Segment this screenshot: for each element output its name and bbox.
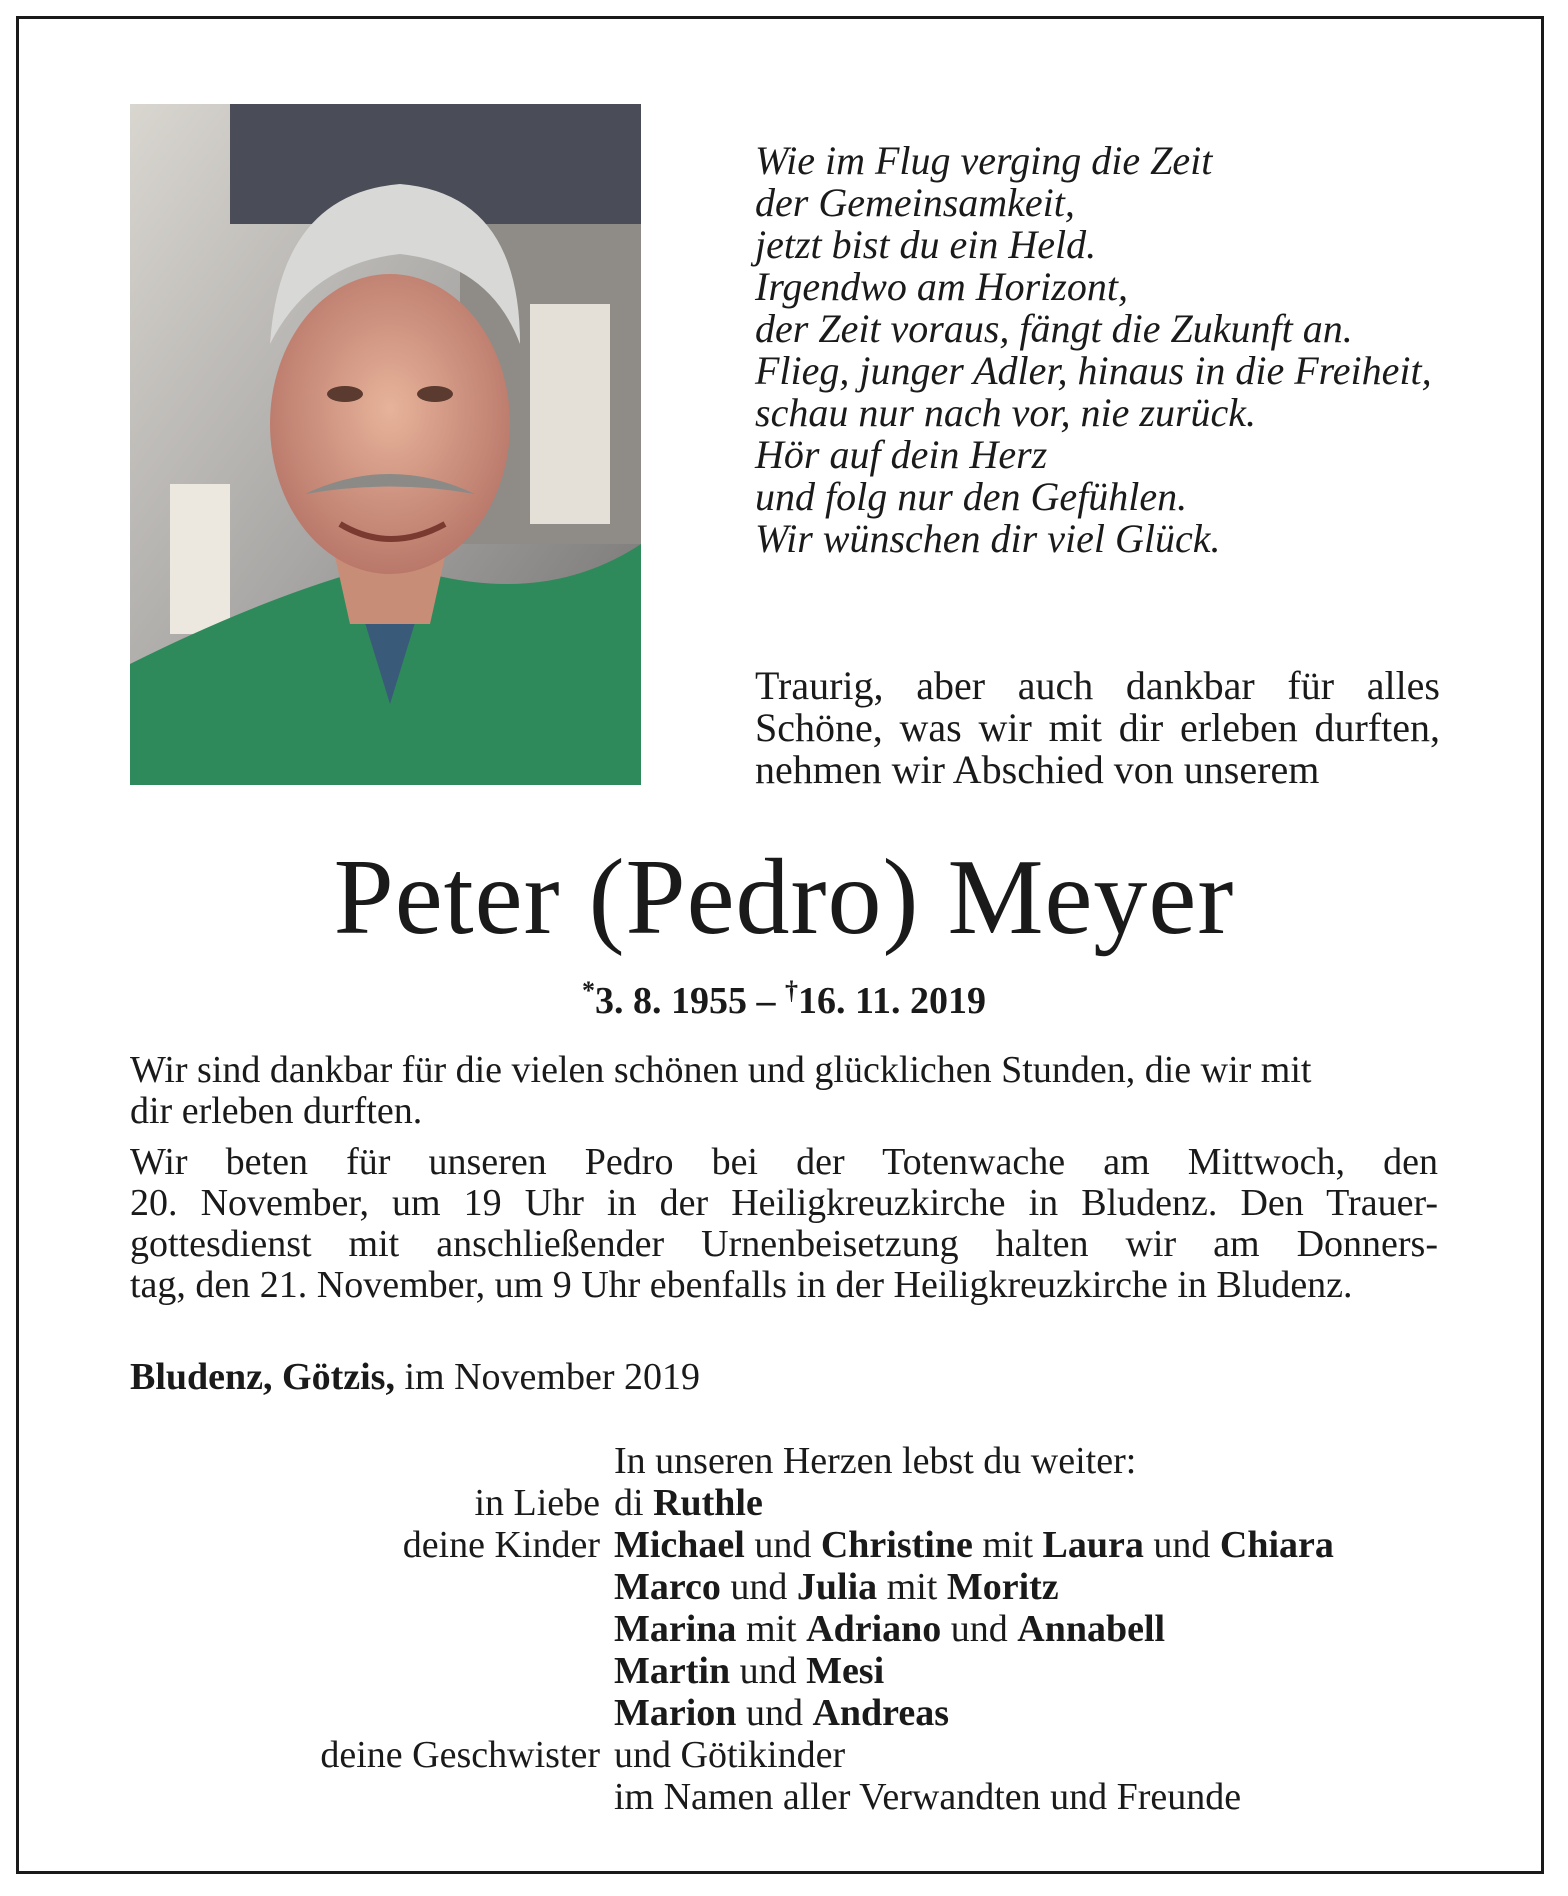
mourner-name: Moritz [946,1566,1059,1608]
birth-date: 3. 8. 1955 [595,980,748,1022]
poem-line: jetzt bist du ein Held. [755,222,1097,267]
mourner-connector: di [614,1482,654,1524]
intro-text [755,665,1440,791]
mourner-relation: in Liebe [474,1482,600,1524]
mourner-name: Christine [820,1524,973,1566]
mourner-name: Michael [614,1524,745,1566]
mourner-name: Marco [614,1566,721,1608]
mourner-relation [130,1692,614,1734]
mourner-name: Marion [614,1692,737,1734]
announcement-text [130,1050,1438,1316]
poem-line: Wir wünschen dir viel Glück. [755,516,1221,561]
mourner-names [614,1692,1450,1734]
mourner-connector: mit [736,1608,807,1650]
mourners-list [130,1440,1450,1818]
paragraph-line: tag, den 21. November, um 9 Uhr ebenfalls in der Heiligkreuzkirche in Bludenz. [130,1264,1353,1306]
mourner-relation [130,1608,614,1650]
mourner-names [614,1650,1450,1692]
mourner-name: Andreas [812,1692,949,1734]
life-dates [0,968,1568,1024]
paragraph-line: gottesdienst mit anschließender Urnenbeisetzung halten wir am Donners- [130,1223,1438,1265]
paragraph-line: 20. November, um 19 Uhr in der Heiligkreuzkirche in Bludenz. Den Trauer- [130,1182,1438,1224]
poem-line: Flieg, junger Adler, hinaus in die Freiheit, [755,348,1432,393]
mourner-row [130,1650,1450,1692]
mourner-names [614,1734,1450,1776]
mourner-names [614,1776,1450,1818]
mourner-row [130,1776,1450,1818]
mourner-name: Adriano [806,1608,942,1650]
mourner-row [130,1482,1450,1524]
place-date [130,1356,1130,1398]
mourner-relation [130,1566,614,1608]
mourner-row [130,1566,1450,1608]
service-paragraph [130,1142,1438,1306]
poem-line: Irgendwo am Horizont, [755,264,1128,309]
intro-line: nehmen wir Abschied von unserem [755,747,1320,792]
mourner-row [130,1524,1450,1566]
paragraph-line: Wir sind dankbar für die vielen schönen und glücklichen Stunden, die wir mit [130,1049,1312,1091]
paragraph-line: dir erleben durften. [130,1090,423,1132]
intro-line: Schöne, was wir mit dir erleben durften, [755,705,1440,750]
mourner-name: Mesi [806,1650,885,1692]
gratitude-paragraph [130,1050,1438,1132]
mourner-name: Marina [614,1608,737,1650]
place-date-text: im November 2019 [404,1356,700,1398]
mourner-connector: und [1143,1524,1220,1566]
mourner-relation: deine Geschwister [320,1734,600,1776]
mourner-name: Martin [614,1650,731,1692]
mourner-names [614,1608,1450,1650]
mourner-name: Ruthle [653,1482,763,1524]
mourner-rows [130,1482,1450,1818]
mourner-name: Annabell [1017,1608,1166,1650]
mourners-heading: In unseren Herzen lebst du weiter: [614,1440,1137,1482]
mourner-row [130,1608,1450,1650]
mourner-connector: mit [877,1566,947,1608]
mourner-connector: und [744,1524,821,1566]
place-locations: Bludenz, Götzis, [130,1356,395,1398]
intro-line: Traurig, aber auch dankbar für alles [755,663,1440,708]
poem-line: der Gemeinsamkeit, [755,180,1075,225]
mourner-names [614,1566,1450,1608]
mourner-name: Julia [796,1566,878,1608]
mourner-connector: im Namen aller Verwandten und Freunde [614,1776,1242,1818]
mourner-names [614,1482,1450,1524]
mourner-relation [130,1650,614,1692]
poem-line: der Zeit voraus, fängt die Zukunft an. [755,306,1353,351]
paragraph-line: Wir beten für unseren Pedro bei der Totenwache am Mittwoch, den [130,1141,1438,1183]
mourner-connector: und Götikinder [614,1734,846,1776]
mourner-row [130,1692,1450,1734]
death-date: 16. 11. 2019 [798,980,986,1022]
death-symbol: † [785,976,799,1005]
mourner-connector: und [736,1692,813,1734]
mourner-row [130,1734,1450,1776]
poem-line: schau nur nach vor, nie zurück. [755,390,1257,435]
date-separator: – [747,980,786,1022]
poem-line: Wie im Flug verging die Zeit [755,138,1213,183]
mourners-heading-row [130,1440,1450,1482]
mourner-names [614,1524,1450,1566]
mourner-connector: mit [972,1524,1043,1566]
mourner-connector: und [730,1650,807,1692]
mourner-relation: deine Kinder [402,1524,600,1566]
poem-line: und folg nur den Gefühlen. [755,474,1188,519]
mourner-connector: und [720,1566,797,1608]
mourner-name: Chiara [1219,1524,1334,1566]
mourner-name: Laura [1042,1524,1144,1566]
mourner-relation [130,1776,614,1818]
deceased-name: Peter (Pedro) Meyer [333,838,1235,957]
poem [755,140,1475,560]
birth-symbol: * [582,976,596,1005]
poem-line: Hör auf dein Herz [755,432,1048,477]
mourner-connector: und [941,1608,1018,1650]
portrait-photo [130,104,641,785]
